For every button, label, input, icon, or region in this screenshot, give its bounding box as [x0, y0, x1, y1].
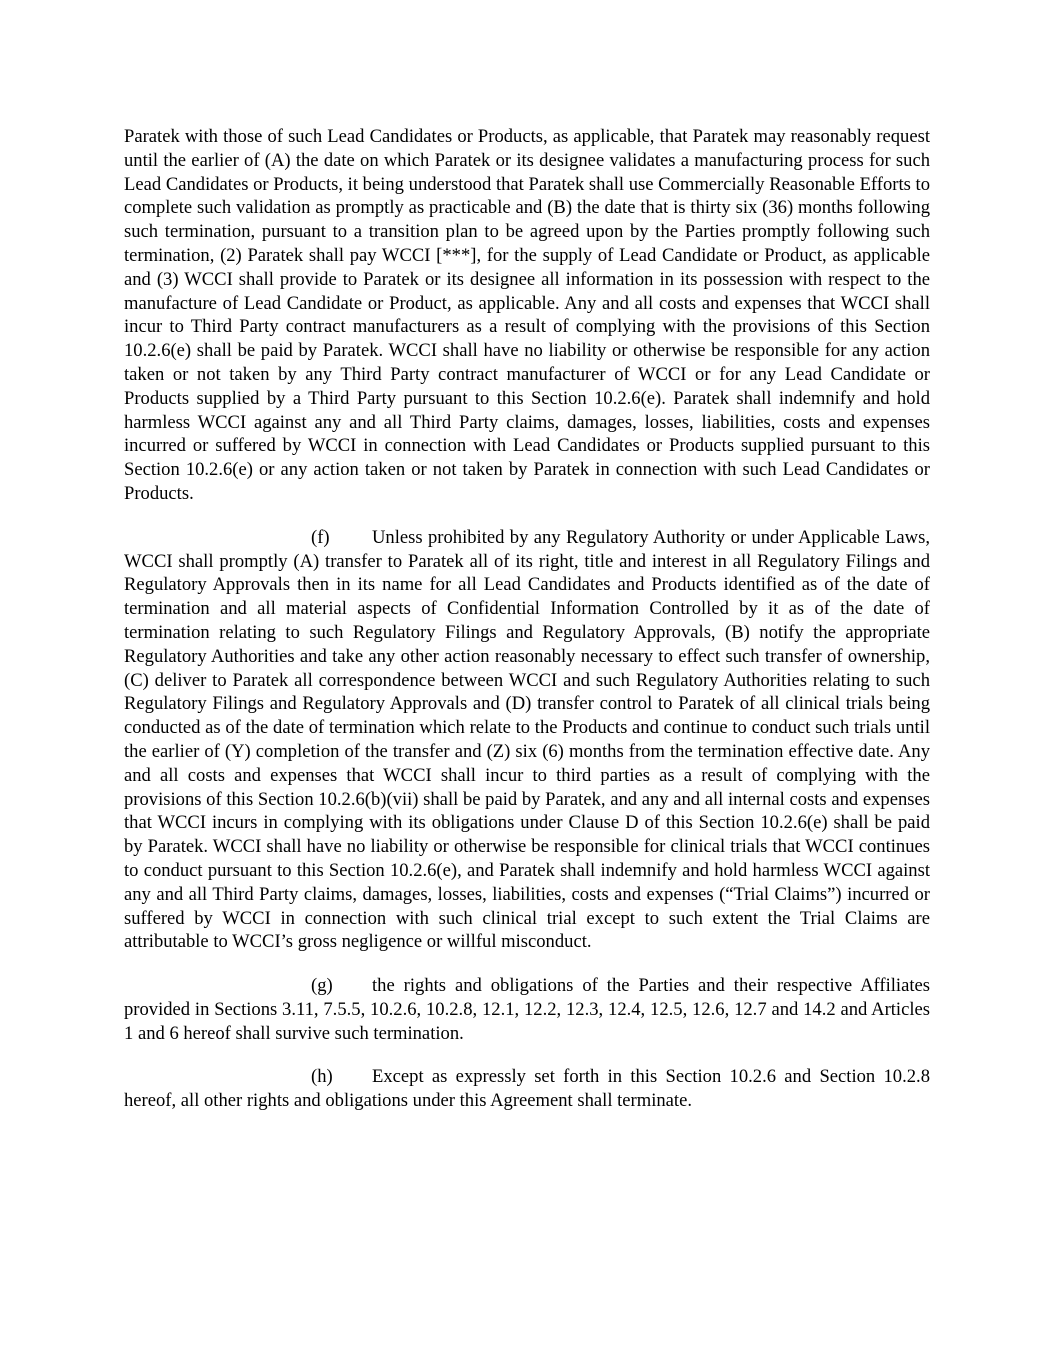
clause-label-h: (h) — [311, 1066, 333, 1088]
paragraph-f — [124, 526, 930, 954]
paragraph-text: Paratek with those of such Lead Candidates or Products, as applicable, that Paratek may reasonably request until the earlier of (A) the date on which Paratek or its designee validates a manufacturing process for such Lead Candidates or Products, it being understood that Paratek shall use Commercially Reasonable Efforts to complete such validation as promptly as practicable and (B) the date that is thirty six (36) months following such termination, pursuant to a transition plan to be agreed upon by the Parties promptly following such termination, (2) Paratek shall pay WCCI [***], for the supply of Lead Candidate or Product, as applicable and (3) WCCI shall provide to Paratek or its designee all information in its possession with respect to the manufacture of Lead Candidate or Product, as applicable. Any and all costs and expenses that WCCI shall incur to Third Party contract manufacturers as a result of complying with the provisions of this Section 10.2.6(e) shall be paid by Paratek. WCCI shall have no liability or otherwise be responsible for any action taken or not taken by any Third Party contract manufacturer of WCCI or for any Lead Candidate or Products supplied by a Third Party pursuant to this Section 10.2.6(e). Paratek shall indemnify and hold harmless WCCI against any and all Third Party claims, damages, losses, liabilities, costs and expenses incurred or suffered by WCCI in connection with Lead Candidates or Products supplied pursuant to this Section 10.2.6(e) or any action taken or not taken by Paratek in connection with such Lead Candidates or Products. — [124, 126, 930, 504]
clause-label-f: (f) — [311, 526, 330, 548]
paragraph-text: the rights and obligations of the Parties and their respective Affiliates provided in Sections 3.11, 7.5.5, 10.2.6, 10.2.8, 12.1, 12.2, 12.3, 12.4, 12.5, 12.6, 12.7 and 14.2 and Articles 1 and 6 hereof shall survive such termination. — [124, 975, 930, 1044]
document-body — [124, 125, 930, 1133]
clause-label-g: (g) — [311, 975, 333, 997]
paragraph-text: Except as expressly set forth in this Section 10.2.6 and Section 10.2.8 hereof, all other rights and obligations under this Agreement shall terminate. — [124, 1066, 930, 1112]
paragraph-g — [124, 974, 930, 1045]
paragraph-text: Unless prohibited by any Regulatory Authority or under Applicable Laws, WCCI shall promptly (A) transfer to Paratek all of its right, title and interest in all Regulatory Filings and Regulatory Approvals then in its name for all Lead Candidates and Products identified as of the date of termination and all material aspects of Confidential Information Controlled by it as of the date of termination relating to such Regulatory Filings and Regulatory Approvals, (B) notify the appropriate Regulatory Authorities and take any other action reasonably necessary to effect such transfer of ownership, (C) deliver to Paratek all correspondence between WCCI and such Regulatory Authorities relating to such Regulatory Filings and Regulatory Approvals and (D) transfer control to Paratek of all clinical trials being conducted as of the date of termination which relate to the Products and continue to conduct such trials until the earlier of (Y) completion of the transfer and (Z) six (6) months from the termination effective date. Any and all costs and expenses that WCCI shall incur to third parties as a result of complying with the provisions of this Section 10.2.6(b)(vii) shall be paid by Paratek, and any and all internal costs and expenses that WCCI incurs in complying with its obligations under Clause D of this Section 10.2.6(e) shall be paid by Paratek. WCCI shall have no liability or otherwise be responsible for clinical trials that WCCI continues to conduct pursuant to this Section 10.2.6(e), and Paratek shall indemnify and hold harmless WCCI against any and all Third Party claims, damages, losses, liabilities, costs and expenses (“Trial Claims”) incurred or suffered by WCCI in connection with such clinical trial except to such extent the Trial Claims are attributable to WCCI’s gross negligence or willful misconduct. — [124, 526, 930, 953]
paragraph-h — [124, 1065, 930, 1113]
paragraph-continuation-e — [124, 125, 930, 506]
